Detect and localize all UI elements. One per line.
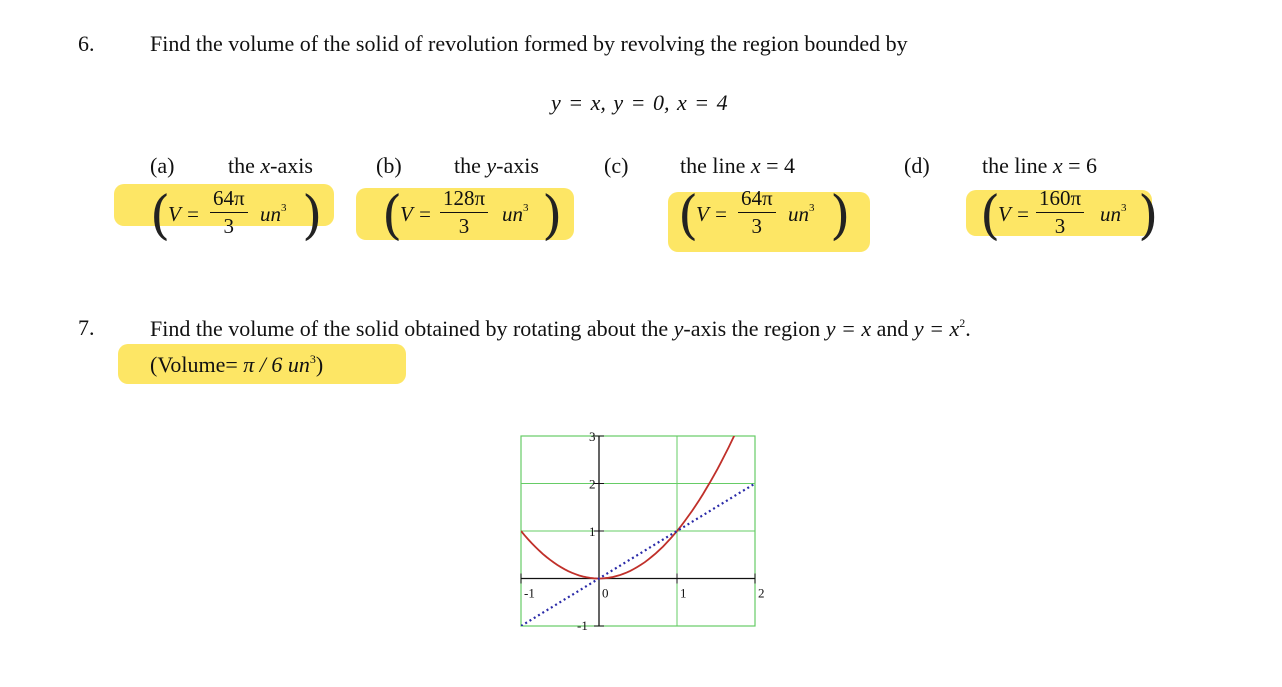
- x-tick-label: 2: [758, 585, 765, 601]
- answer-b-unit: $un^3$: [502, 202, 529, 226]
- x-tick-label: -1: [524, 585, 535, 601]
- answer-b-fraction: $\frac{128\pi}{3}$: [440, 188, 488, 237]
- answer-a-lhs: V =: [168, 202, 200, 226]
- x-tick-label: 0: [602, 585, 609, 601]
- part-d-tag: (d): [904, 153, 930, 178]
- answer-a-fraction: $\frac{64\pi}{3}$: [210, 188, 248, 237]
- problem-7-statement: Find the volume of the solid obtained by rotating about the y-axis the region y = x and $y = x^2$.: [150, 316, 971, 341]
- answer-b: ( V = $\frac{128\pi}{3}$ $un^3$ ): [382, 186, 563, 246]
- part-b-tag: (b): [376, 153, 402, 178]
- y-tick-label: 2: [589, 476, 596, 492]
- y-tick-label: 1: [589, 524, 596, 539]
- problem-6-statement: Find the volume of the solid of revolution formed by revolving the region bounded by: [150, 31, 908, 56]
- answer-d-lhs: V =: [998, 202, 1030, 226]
- y-tick-label: 3: [589, 429, 596, 444]
- answer-c: ( V = $\frac{64\pi}{3}$ $un^3$ ): [678, 186, 851, 246]
- line-curve: [521, 484, 755, 627]
- x-tick-label: 1: [680, 585, 687, 601]
- region-graph: [505, 428, 765, 648]
- part-a-axis: the x-axis: [228, 153, 313, 178]
- answer-c-lhs: V =: [696, 202, 728, 226]
- answer-a: ( V = $\frac{64\pi}{3}$ $un^3$ ): [150, 186, 323, 246]
- part-c-tag: (c): [604, 153, 629, 178]
- problem-6-equations: y = x, y = 0, x = 4: [551, 90, 728, 115]
- answer-d-fraction: $\frac{160\pi}{3}$: [1036, 188, 1084, 237]
- part-a-tag: (a): [150, 153, 175, 178]
- answer-d-unit: $un^3$: [1100, 202, 1127, 226]
- answer-b-lhs: V =: [400, 202, 432, 226]
- problem-7-number: 7.: [78, 315, 95, 340]
- y-tick-label: -1: [577, 618, 588, 633]
- part-c-axis: the line x = 4: [680, 153, 796, 178]
- answer-a-unit: $un^3$: [260, 202, 287, 226]
- part-d-axis: the line x = 6: [982, 153, 1098, 178]
- problem-6-number: 6.: [78, 31, 95, 56]
- parabola-curve: [521, 428, 739, 579]
- answer-c-unit: $un^3$: [788, 202, 815, 226]
- problem-7-answer: (Volume= π / 6 $un^3$): [150, 352, 324, 377]
- answer-d: ( V = $\frac{160\pi}{3}$ $un^3$ ): [980, 186, 1159, 246]
- part-b-axis: the y-axis: [454, 153, 539, 178]
- answer-c-fraction: $\frac{64\pi}{3}$: [738, 188, 776, 237]
